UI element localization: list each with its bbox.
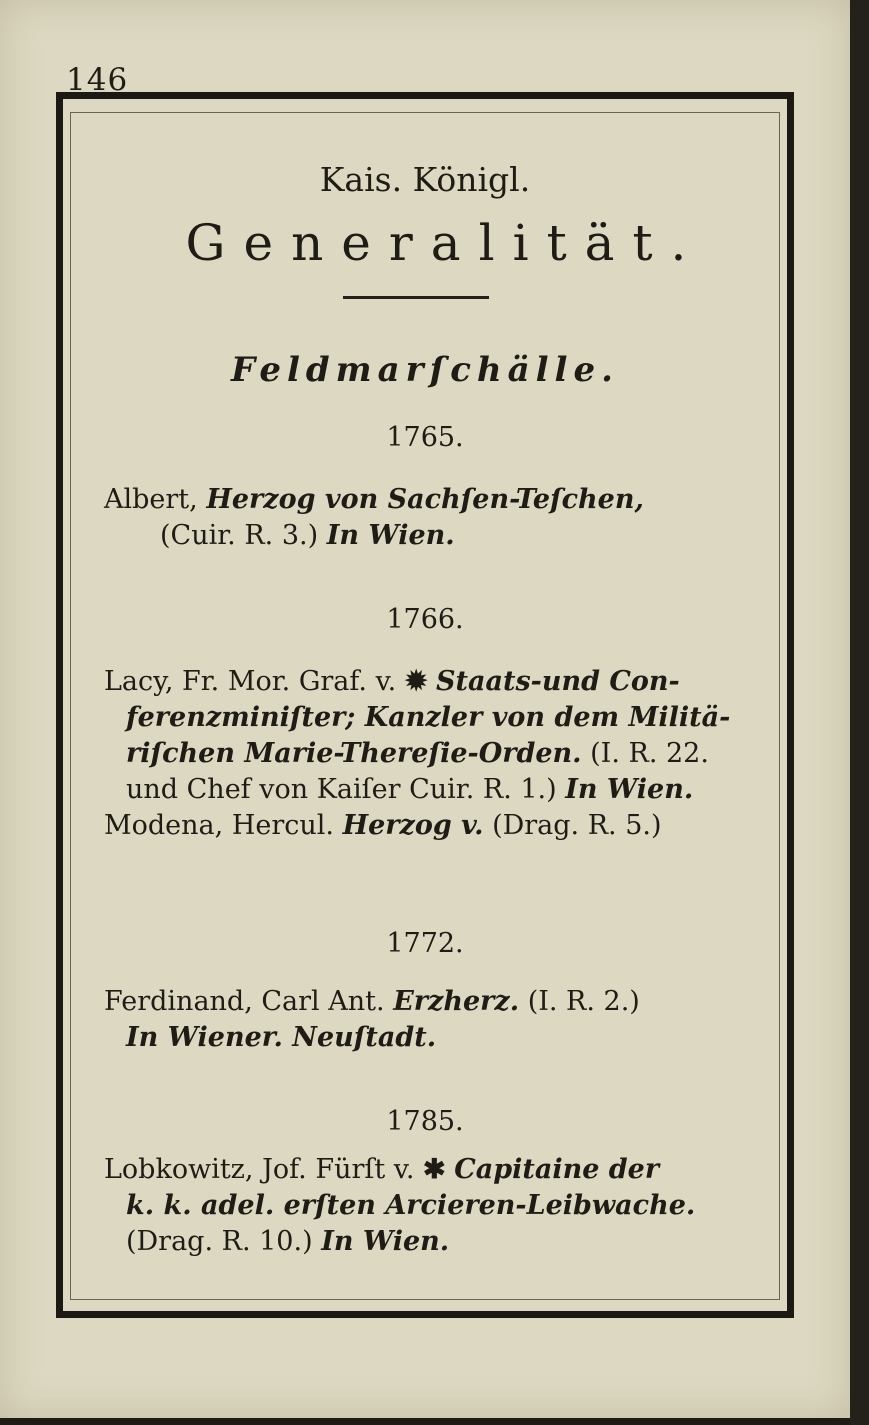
entry-name: Lobkowitz, Jof. Fürſt v.: [104, 1154, 415, 1185]
year-heading: 1785.: [386, 1106, 464, 1137]
year-heading: 1772.: [386, 928, 464, 959]
section-title: Feldmarſchälle.: [231, 350, 619, 390]
entry-regiment: (Drag. R. 5.): [492, 810, 662, 841]
entry-regiment: (Drag. R. 10.): [126, 1226, 313, 1257]
entry-line: [104, 482, 764, 518]
entry-line: [104, 736, 764, 772]
entry-title: Herzog von Sachſen-Teſchen,: [206, 484, 644, 515]
entry-regiment: (Cuir. R. 3.): [160, 520, 319, 551]
page-number: 146: [66, 62, 129, 98]
entry-line: [104, 664, 764, 700]
entry-regiment: (I. R. 22.: [590, 738, 709, 769]
entry-title: Staats-und Con-: [436, 666, 680, 697]
entry-line: ferenzminiſter; Kanzler von dem Militä-: [126, 702, 731, 733]
entry-location: In Wien.: [565, 774, 694, 805]
title-divider: [343, 296, 489, 299]
list-item: [104, 664, 764, 844]
entry-location: In Wien.: [326, 520, 455, 551]
entry-regiment: und Chef von Kaiſer Cuir. R. 1.): [126, 774, 557, 805]
entry-name: Modena, Hercul.: [104, 810, 334, 841]
entry-order: riſchen Marie-Thereſie-Orden.: [126, 738, 582, 769]
order-cross-icon: ✱: [423, 1154, 446, 1185]
entry-title: Capitaine der: [454, 1154, 660, 1185]
entry-line: [104, 1152, 764, 1188]
list-item: [104, 984, 764, 1056]
entry-line: [104, 772, 764, 808]
entry-line: k. k. adel. erſten Arcieren-Leibwache.: [126, 1190, 696, 1221]
entry-name: Ferdinand, Carl Ant.: [104, 986, 385, 1017]
entry-location: In Wiener. Neuſtadt.: [126, 1022, 437, 1053]
header-line-1: Kais. Königl.: [319, 160, 531, 199]
entry-name: Lacy, Fr. Mor. Graf. v.: [104, 666, 397, 697]
entry-regiment: (I. R. 2.): [527, 986, 640, 1017]
order-star-icon: ✹: [404, 666, 428, 697]
page-edge: [850, 0, 869, 1425]
year-heading: 1765.: [386, 422, 464, 453]
page-title: Generalität.: [185, 214, 705, 272]
entry-location: In Wien.: [321, 1226, 450, 1257]
year-heading: 1766.: [386, 604, 464, 635]
entry-title: Erzherz.: [393, 986, 520, 1017]
entry-name: Albert,: [104, 484, 198, 515]
entry-title: Herzog v.: [342, 810, 484, 841]
list-item: [104, 482, 764, 554]
entry-line: [104, 1224, 764, 1260]
entry-line: [104, 984, 764, 1020]
entry-line: [104, 518, 764, 554]
list-item: [104, 1152, 764, 1260]
entry-line: [104, 808, 764, 844]
